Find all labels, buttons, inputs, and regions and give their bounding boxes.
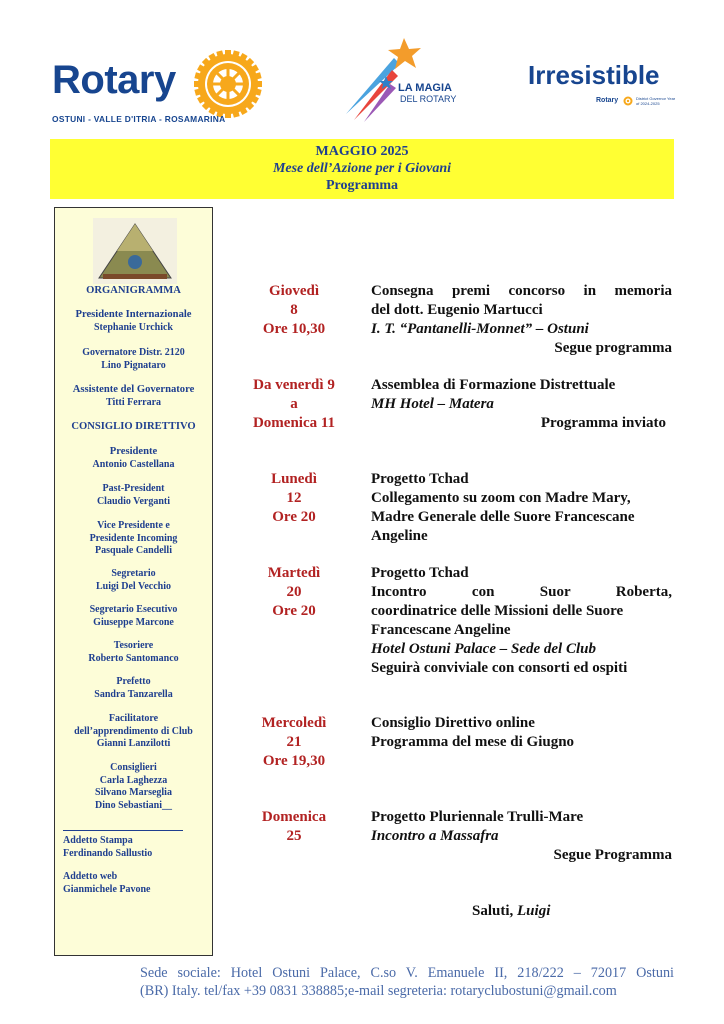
banner-month: MAGGIO 2025 — [315, 144, 409, 159]
event-day-number: 20 — [286, 584, 302, 600]
board-block — [55, 483, 212, 508]
board-role: Segretario — [111, 568, 156, 579]
board-name: Sandra Tanzarella — [94, 688, 173, 700]
role-name: Stephanie Urchick — [94, 321, 173, 333]
event-line: del dott. Eugenio Martucci — [371, 302, 543, 318]
event-day: Martedì — [267, 565, 321, 581]
consiglio-title: CONSIGLIO DIRETTIVO — [71, 421, 196, 432]
banner-program: Programma — [325, 178, 399, 193]
magia-title: LA MAGIA — [398, 82, 452, 94]
board-block — [55, 713, 212, 751]
event-day: Da venerdì 9 — [253, 377, 335, 393]
event-description — [371, 808, 672, 865]
irresistible-caption: District Governor Year of 2024-2025 — [636, 96, 676, 106]
event-connector: a — [290, 396, 298, 412]
rotary-club-subtitle: OSTUNI - VALLE D'ITRIA - ROSAMARINA — [52, 114, 226, 124]
event-line: Angeline — [371, 528, 428, 544]
magia-subtitle: DEL ROTARY — [400, 94, 457, 104]
role-title: Presidente Internazionale — [75, 309, 192, 320]
board-block — [55, 520, 212, 558]
board-role-2: Presidente Incoming — [89, 532, 178, 544]
board-role: Prefetto — [116, 676, 151, 687]
role-name: Lino Pignataro — [101, 359, 166, 371]
event-line: Consegna premi concorso in memoria — [371, 283, 672, 299]
event-line: Programma del mese di Giugno — [371, 734, 575, 750]
wheel-tooth — [225, 110, 231, 118]
board-block — [55, 568, 212, 593]
closing-greeting — [472, 903, 550, 920]
event-line: Progetto Tchad — [371, 565, 469, 581]
event-note: Programma inviato — [540, 415, 666, 431]
event-day-number: 8 — [290, 302, 298, 318]
event-date — [232, 714, 356, 771]
event-day-number: 12 — [286, 490, 302, 506]
event-day: Mercoledì — [261, 715, 327, 731]
event-description — [371, 470, 672, 546]
event-line: Francescane Angeline — [371, 622, 511, 638]
board-name: Antonio Castellana — [92, 458, 175, 470]
board-name: Pasquale Candelli — [95, 545, 172, 556]
event-line: Consiglio Direttivo online — [371, 715, 535, 731]
role-block — [55, 347, 212, 372]
event-location: I. T. “Pantanelli-Monnet” – Ostuni — [371, 321, 589, 337]
consigliere-name: Dino Sebastiani__ — [95, 799, 172, 811]
greeting-text: Saluti, — [472, 903, 514, 919]
wheel-tooth — [254, 81, 262, 87]
wheel-tooth — [194, 81, 202, 87]
board-role-2: dell’apprendimento di Club — [74, 725, 193, 737]
event-day: Domenica — [261, 809, 327, 825]
irresistible-logo — [528, 60, 676, 112]
board-role: Facilitatore — [108, 713, 159, 724]
footer-address — [140, 964, 674, 1000]
board-block — [55, 446, 212, 471]
sidebar-divider — [63, 830, 183, 831]
event-day-end: Domenica 11 — [252, 415, 336, 431]
rotary-wordmark: Rotary — [52, 58, 176, 102]
event-location: Hotel Ostuni Palace – Sede del Club — [371, 641, 596, 657]
board-name: Gianni Lanzilotti — [96, 738, 171, 749]
pyramid-emblem-icon — [93, 218, 177, 284]
organigram-title: ORGANIGRAMMA — [86, 285, 181, 296]
irresistible-rotary-label: Rotary — [596, 97, 619, 104]
event-line: Seguirà conviviale con consorti ed ospiti — [371, 660, 628, 676]
event-day-number: 21 — [286, 734, 302, 750]
stampa-role: Addetto Stampa — [63, 835, 133, 846]
board-name: Claudio Verganti — [96, 495, 171, 507]
board-role: Vice Presidente e — [97, 520, 170, 531]
wheel-tooth — [225, 50, 231, 58]
irresistible-wordmark: Irresistible — [528, 60, 660, 90]
web-role: Addetto web — [63, 871, 118, 882]
event-line: Incontro con Suor Roberta, — [371, 584, 672, 600]
event-note: Segue programma — [554, 340, 672, 356]
event-day: Giovedì — [268, 283, 319, 299]
event-date — [232, 282, 356, 339]
event-description — [371, 714, 672, 752]
consiglieri-block — [55, 762, 212, 812]
event-time: Ore 10,30 — [262, 321, 326, 337]
board-name: Giuseppe Marcone — [93, 616, 174, 628]
board-name: Luigi Del Vecchio — [95, 580, 171, 592]
role-block — [55, 384, 212, 409]
small-rotary-wheel-icon — [623, 96, 633, 106]
event-line: Progetto Pluriennale Trulli-Mare — [371, 809, 584, 825]
event-date — [232, 564, 356, 621]
event-line: Assemblea di Formazione Distrettuale — [371, 377, 616, 393]
stampa-block — [63, 835, 152, 860]
web-name: Gianmichele Pavone — [63, 883, 151, 895]
rotary-wheel-icon — [188, 44, 268, 124]
board-block — [55, 676, 212, 701]
event-line: Collegamento su zoom con Madre Mary, — [371, 490, 631, 506]
role-title: Governatore Distr. 2120 — [82, 347, 185, 358]
magia-del-rotary-logo — [342, 36, 478, 128]
event-description — [371, 376, 672, 433]
web-block — [63, 871, 151, 896]
board-role: Past-President — [102, 483, 165, 494]
event-note: Segue Programma — [553, 847, 672, 863]
event-date — [232, 376, 356, 433]
month-banner — [50, 139, 674, 199]
footer-line-2: (BR) Italy. tel/fax +39 0831 338885;e-mail segreteria: rotaryclubostuni@gmail.com — [140, 983, 617, 999]
event-description — [371, 282, 672, 358]
consigliere-name: Silvano Marseglia — [95, 787, 172, 798]
signature-name: Luigi — [517, 903, 551, 919]
stampa-name: Ferdinando Sallustio — [63, 847, 153, 859]
event-time: Ore 19,30 — [262, 753, 326, 769]
board-name: Roberto Santomanco — [88, 652, 179, 664]
consiglieri-title: Consiglieri — [110, 762, 157, 773]
event-location: MH Hotel – Matera — [371, 396, 494, 412]
event-time: Ore 20 — [272, 603, 316, 619]
board-block — [55, 604, 212, 629]
board-role: Tesoriere — [113, 640, 154, 651]
organigram-sidebar — [54, 207, 213, 956]
event-line: Madre Generale delle Suore Francescane — [371, 509, 635, 525]
event-day-number: 25 — [286, 828, 302, 844]
event-line: coordinatrice delle Missioni delle Suore — [371, 603, 624, 619]
rotary-club-logo — [50, 44, 274, 126]
event-day: Lunedì — [271, 471, 317, 487]
event-date — [232, 470, 356, 527]
event-line: Progetto Tchad — [371, 471, 469, 487]
event-location: Incontro a Massafra — [371, 828, 499, 844]
role-title: Assistente del Governatore — [72, 384, 195, 395]
board-role: Presidente — [109, 446, 158, 457]
footer-line-1: Sede sociale: Hotel Ostuni Palace, C.so V. Emanuele II, 218/222 – 72017 Ostuni — [140, 965, 674, 981]
banner-theme: Mese dell’Azione per i Giovani — [272, 161, 452, 176]
role-block — [55, 309, 212, 334]
event-description — [371, 564, 672, 678]
event-time: Ore 20 — [272, 509, 316, 525]
board-role: Segretario Esecutivo — [89, 604, 178, 615]
role-name: Titti Ferrara — [105, 396, 162, 408]
consigliere-name: Carla Laghezza — [99, 774, 168, 786]
board-block — [55, 640, 212, 665]
event-date — [232, 808, 356, 846]
